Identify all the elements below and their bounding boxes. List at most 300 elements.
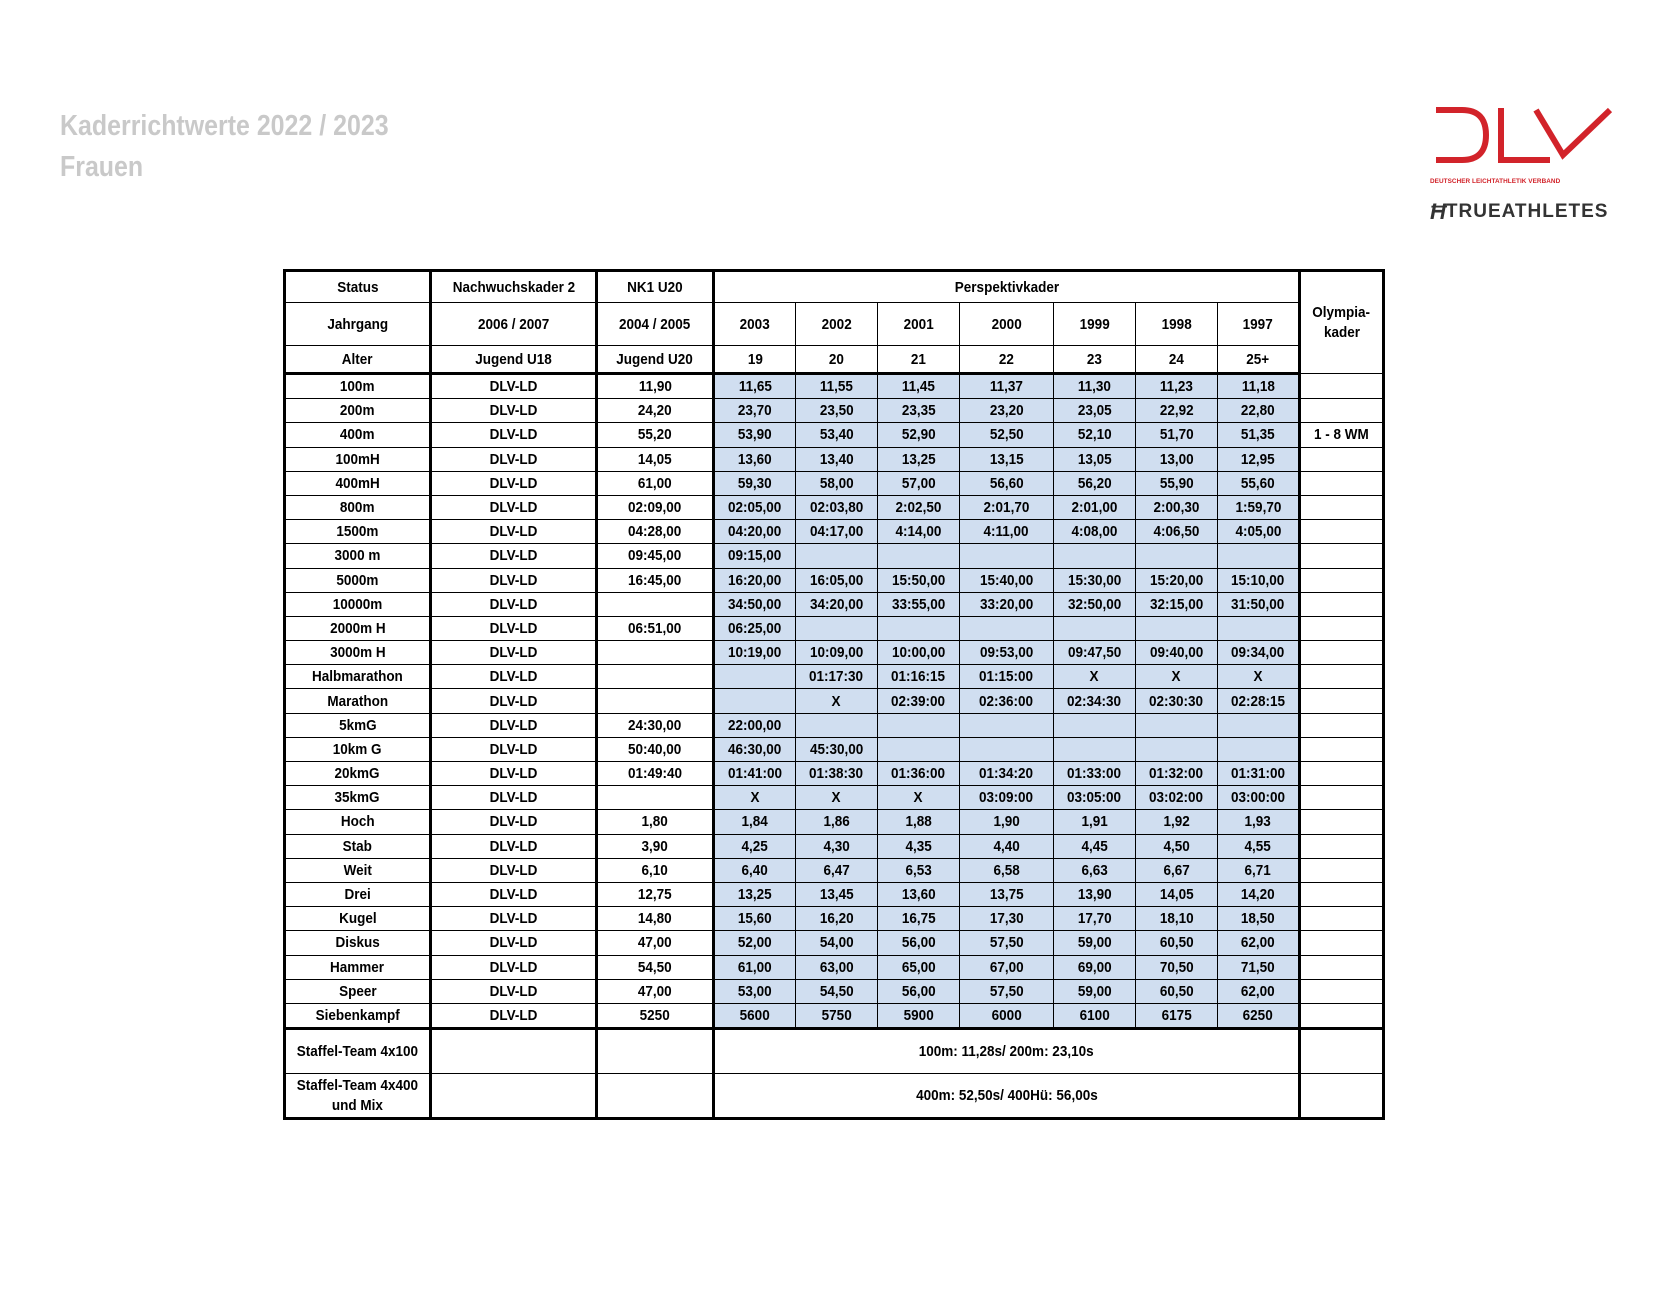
- perspektiv-value: 6,40: [714, 858, 796, 882]
- nachwuchskader-2-value: DLV-LD: [431, 374, 597, 399]
- perspektiv-value: 2:00,30: [1136, 495, 1218, 519]
- perspektiv-value: 15,60: [714, 907, 796, 931]
- nachwuchskader-2-value: DLV-LD: [431, 665, 597, 689]
- discipline-row: [285, 689, 1384, 713]
- perspektiv-value: X: [1218, 665, 1300, 689]
- perspektiv-value: 04:20,00: [714, 520, 796, 544]
- perspektiv-value: 6000: [960, 1003, 1054, 1028]
- nk1-u20-value: 06:51,00: [597, 616, 714, 640]
- discipline-name: 400m: [285, 423, 431, 447]
- perspektiv-value: 57,00: [878, 471, 960, 495]
- nachwuchskader-2-value: DLV-LD: [431, 447, 597, 471]
- perspektiv-value: X: [796, 689, 878, 713]
- olympia-value: [1300, 399, 1384, 423]
- perspektiv-value: 55,60: [1218, 471, 1300, 495]
- nk1-u20-value: 24,20: [597, 399, 714, 423]
- perspektiv-value: 01:41:00: [714, 762, 796, 786]
- perspektiv-value: 02:30:30: [1136, 689, 1218, 713]
- perspektiv-value: 4,40: [960, 834, 1054, 858]
- olympia-value: [1300, 810, 1384, 834]
- nachwuchskader-2-value: DLV-LD: [431, 1003, 597, 1028]
- page-title: [60, 106, 389, 188]
- perspektiv-value: 4:11,00: [960, 520, 1054, 544]
- perspektiv-value: 01:31:00: [1218, 762, 1300, 786]
- logo-partner: TRUEATHLETES: [1445, 201, 1609, 222]
- olympia-value: [1300, 689, 1384, 713]
- perspektiv-value: 2:01,70: [960, 495, 1054, 519]
- perspektiv-value: 13,15: [960, 447, 1054, 471]
- discipline-row: [285, 713, 1384, 737]
- discipline-row: [285, 592, 1384, 616]
- perspektiv-value: 67,00: [960, 955, 1054, 979]
- nachwuchskader-2-value: DLV-LD: [431, 882, 597, 906]
- olympia-value: [1300, 471, 1384, 495]
- perspektiv-value: 46:30,00: [714, 737, 796, 761]
- discipline-row: [285, 423, 1384, 447]
- discipline-name: Marathon: [285, 689, 431, 713]
- nachwuchskader-2-value: DLV-LD: [431, 713, 597, 737]
- perspektiv-value: 15:10,00: [1218, 568, 1300, 592]
- perspektiv-value: 53,40: [796, 423, 878, 447]
- jahrgang-year: 1999: [1054, 303, 1136, 346]
- perspektiv-value: X: [714, 786, 796, 810]
- perspektiv-value: 13,75: [960, 882, 1054, 906]
- perspektiv-value: 02:36:00: [960, 689, 1054, 713]
- perspektiv-value: [1218, 737, 1300, 761]
- perspektiv-value: 60,50: [1136, 931, 1218, 955]
- perspektiv-value: [1054, 616, 1136, 640]
- perspektiv-value: 11,45: [878, 374, 960, 399]
- perspektiv-value: [1218, 713, 1300, 737]
- discipline-row: [285, 810, 1384, 834]
- perspektiv-value: 11,65: [714, 374, 796, 399]
- nk1-u20-value: 1,80: [597, 810, 714, 834]
- perspektiv-value: 16,75: [878, 907, 960, 931]
- perspektiv-value: 23,20: [960, 399, 1054, 423]
- perspektiv-value: 22:00,00: [714, 713, 796, 737]
- nk1-u20-value: [597, 592, 714, 616]
- perspektiv-value: 15:50,00: [878, 568, 960, 592]
- jahrgang-label: Jahrgang: [285, 303, 431, 346]
- perspektiv-value: 71,50: [1218, 955, 1300, 979]
- discipline-name: Weit: [285, 858, 431, 882]
- jahrgang-year: 2002: [796, 303, 878, 346]
- discipline-name: Drei: [285, 882, 431, 906]
- staffel-nk1: [597, 1029, 714, 1074]
- perspektiv-value: 6,63: [1054, 858, 1136, 882]
- nachwuchskader-2-value: DLV-LD: [431, 810, 597, 834]
- perspektiv-value: [878, 616, 960, 640]
- nachwuchskader-2-value: DLV-LD: [431, 907, 597, 931]
- nk1-u20-value: 02:09,00: [597, 495, 714, 519]
- perspektiv-value: 22,92: [1136, 399, 1218, 423]
- status-label: Status: [285, 271, 431, 303]
- perspektiv-value: 59,00: [1054, 979, 1136, 1003]
- header-row-alter: [285, 346, 1384, 374]
- jahrgang-year: 2000: [960, 303, 1054, 346]
- nk1-u20-value: 09:45,00: [597, 544, 714, 568]
- discipline-row: [285, 495, 1384, 519]
- perspektiv-value: 22,80: [1218, 399, 1300, 423]
- staffel-label: Staffel-Team 4x100: [285, 1029, 431, 1074]
- perspektiv-value: 69,00: [1054, 955, 1136, 979]
- olympia-value: [1300, 907, 1384, 931]
- nachwuchskader-2-value: DLV-LD: [431, 762, 597, 786]
- perspektiv-value: 34:20,00: [796, 592, 878, 616]
- perspektiv-value: 1,93: [1218, 810, 1300, 834]
- staffel-nk1: [597, 1074, 714, 1119]
- staffel-row-4x100: [285, 1029, 1384, 1074]
- perspektiv-value: 16:05,00: [796, 568, 878, 592]
- olympia-value: [1300, 520, 1384, 544]
- jahrgang-year: 1997: [1218, 303, 1300, 346]
- perspektiv-value: 06:25,00: [714, 616, 796, 640]
- discipline-row: [285, 955, 1384, 979]
- discipline-name: Speer: [285, 979, 431, 1003]
- perspektiv-value: [1136, 737, 1218, 761]
- perspektiv-value: 16,20: [796, 907, 878, 931]
- discipline-name: 800m: [285, 495, 431, 519]
- discipline-row: [285, 641, 1384, 665]
- olympia-value: [1300, 858, 1384, 882]
- nk1-u20-value: 61,00: [597, 471, 714, 495]
- alter-age: 22: [960, 346, 1054, 374]
- perspektiv-value: 01:16:15: [878, 665, 960, 689]
- perspektiv-value: 02:03,80: [796, 495, 878, 519]
- perspektiv-value: 13,60: [714, 447, 796, 471]
- olympia-value: [1300, 641, 1384, 665]
- perspektiv-value: 14,20: [1218, 882, 1300, 906]
- discipline-row: [285, 544, 1384, 568]
- perspektiv-value: 54,50: [796, 979, 878, 1003]
- jahrgang-year: 2003: [714, 303, 796, 346]
- perspektiv-value: 1,88: [878, 810, 960, 834]
- perspektiv-value: 12,95: [1218, 447, 1300, 471]
- perspektiv-value: [1054, 544, 1136, 568]
- perspektiv-value: 09:53,00: [960, 641, 1054, 665]
- perspektiv-value: [1136, 544, 1218, 568]
- perspektiv-value: X: [796, 786, 878, 810]
- perspektiv-value: 02:28:15: [1218, 689, 1300, 713]
- perspektiv-value: 03:05:00: [1054, 786, 1136, 810]
- discipline-name: 3000m H: [285, 641, 431, 665]
- logo-subtitle: DEUTSCHER LEICHTATHLETIK VERBAND: [1430, 178, 1561, 185]
- header-olympiakader: Olympia- kader: [1300, 271, 1384, 374]
- perspektiv-value: 4,25: [714, 834, 796, 858]
- perspektiv-value: [1054, 713, 1136, 737]
- nachwuchskader-2-value: DLV-LD: [431, 423, 597, 447]
- perspektiv-value: 10:19,00: [714, 641, 796, 665]
- perspektiv-value: 57,50: [960, 931, 1054, 955]
- perspektiv-value: [960, 713, 1054, 737]
- staffel-label: Staffel-Team 4x400 und Mix: [285, 1074, 431, 1119]
- perspektiv-value: 56,60: [960, 471, 1054, 495]
- perspektiv-value: 02:34:30: [1054, 689, 1136, 713]
- perspektiv-value: 10:00,00: [878, 641, 960, 665]
- discipline-name: 5000m: [285, 568, 431, 592]
- discipline-row: [285, 665, 1384, 689]
- alter-age: 24: [1136, 346, 1218, 374]
- alter-age: 23: [1054, 346, 1136, 374]
- perspektiv-value: 01:32:00: [1136, 762, 1218, 786]
- trueathletes-mark-icon: Ħ: [1430, 199, 1446, 224]
- nk1-u20-value: 3,90: [597, 834, 714, 858]
- perspektiv-value: 4,35: [878, 834, 960, 858]
- olympia-value: [1300, 713, 1384, 737]
- perspektiv-value: [1136, 616, 1218, 640]
- perspektiv-value: 4,45: [1054, 834, 1136, 858]
- staffel-value: 400m: 52,50s/ 400Hü: 56,00s: [714, 1074, 1300, 1119]
- olympia-value: [1300, 931, 1384, 955]
- discipline-name: Diskus: [285, 931, 431, 955]
- perspektiv-value: 09:40,00: [1136, 641, 1218, 665]
- nachwuchskader-2-value: DLV-LD: [431, 568, 597, 592]
- perspektiv-value: 6,58: [960, 858, 1054, 882]
- perspektiv-value: 52,90: [878, 423, 960, 447]
- perspektiv-value: [878, 713, 960, 737]
- perspektiv-value: 5600: [714, 1003, 796, 1028]
- nachwuchskader-2-value: DLV-LD: [431, 641, 597, 665]
- olympia-value: [1300, 979, 1384, 1003]
- perspektiv-value: 09:34,00: [1218, 641, 1300, 665]
- perspektiv-value: 32:15,00: [1136, 592, 1218, 616]
- title-line-2: Frauen: [60, 151, 144, 183]
- discipline-row: [285, 737, 1384, 761]
- perspektiv-value: X: [1054, 665, 1136, 689]
- discipline-name: 2000m H: [285, 616, 431, 640]
- olympia-value: [1300, 882, 1384, 906]
- discipline-name: Stab: [285, 834, 431, 858]
- discipline-row: [285, 762, 1384, 786]
- perspektiv-value: 1,86: [796, 810, 878, 834]
- nk1-u20-value: 47,00: [597, 979, 714, 1003]
- discipline-row: [285, 786, 1384, 810]
- header-perspektivkader: Perspektivkader: [714, 271, 1300, 303]
- perspektiv-value: 57,50: [960, 979, 1054, 1003]
- staffel-nk2: [431, 1074, 597, 1119]
- discipline-name: Halbmarathon: [285, 665, 431, 689]
- perspektiv-value: 4:14,00: [878, 520, 960, 544]
- perspektiv-value: 23,05: [1054, 399, 1136, 423]
- nk1-u20-value: 55,20: [597, 423, 714, 447]
- olympia-value: [1300, 495, 1384, 519]
- perspektiv-value: 60,50: [1136, 979, 1218, 1003]
- perspektiv-value: 1:59,70: [1218, 495, 1300, 519]
- jahrgang-year: 1998: [1136, 303, 1218, 346]
- jahrgang-nk2: 2006 / 2007: [431, 303, 597, 346]
- discipline-name: 200m: [285, 399, 431, 423]
- discipline-row: [285, 568, 1384, 592]
- discipline-name: 35kmG: [285, 786, 431, 810]
- nk1-u20-value: [597, 689, 714, 713]
- perspektiv-value: 53,90: [714, 423, 796, 447]
- perspektiv-value: [714, 689, 796, 713]
- perspektiv-value: 11,55: [796, 374, 878, 399]
- nk1-u20-value: 47,00: [597, 931, 714, 955]
- perspektiv-value: 56,00: [878, 979, 960, 1003]
- discipline-row: [285, 834, 1384, 858]
- nk1-u20-value: 5250: [597, 1003, 714, 1028]
- perspektiv-value: 2:02,50: [878, 495, 960, 519]
- olympia-value: [1300, 834, 1384, 858]
- perspektiv-value: 6250: [1218, 1003, 1300, 1028]
- perspektiv-value: 1,91: [1054, 810, 1136, 834]
- perspektiv-value: 01:34:20: [960, 762, 1054, 786]
- perspektiv-value: 51,70: [1136, 423, 1218, 447]
- perspektiv-value: 13,90: [1054, 882, 1136, 906]
- perspektiv-value: 59,00: [1054, 931, 1136, 955]
- perspektiv-value: 6,71: [1218, 858, 1300, 882]
- nachwuchskader-2-value: DLV-LD: [431, 737, 597, 761]
- perspektiv-value: 15:30,00: [1054, 568, 1136, 592]
- perspektiv-value: 45:30,00: [796, 737, 878, 761]
- perspektiv-value: 5750: [796, 1003, 878, 1028]
- olympia-value: [1300, 568, 1384, 592]
- perspektiv-value: 11,18: [1218, 374, 1300, 399]
- perspektiv-value: 4,30: [796, 834, 878, 858]
- nk1-u20-value: 24:30,00: [597, 713, 714, 737]
- discipline-name: 20kmG: [285, 762, 431, 786]
- discipline-name: Siebenkampf: [285, 1003, 431, 1028]
- perspektiv-value: 70,50: [1136, 955, 1218, 979]
- nachwuchskader-2-value: DLV-LD: [431, 592, 597, 616]
- alter-age: 21: [878, 346, 960, 374]
- perspektiv-value: 15:40,00: [960, 568, 1054, 592]
- perspektiv-value: [796, 616, 878, 640]
- nk1-u20-value: 16:45,00: [597, 568, 714, 592]
- header-row-jahrgang: [285, 303, 1384, 346]
- perspektiv-value: X: [1136, 665, 1218, 689]
- perspektiv-value: 6,47: [796, 858, 878, 882]
- perspektiv-value: [796, 713, 878, 737]
- nachwuchskader-2-value: DLV-LD: [431, 786, 597, 810]
- olympia-value: [1300, 786, 1384, 810]
- nk1-u20-value: 11,90: [597, 374, 714, 399]
- perspektiv-value: 51,35: [1218, 423, 1300, 447]
- perspektiv-value: 62,00: [1218, 931, 1300, 955]
- perspektiv-value: X: [878, 786, 960, 810]
- perspektiv-value: [960, 616, 1054, 640]
- perspektiv-value: 09:15,00: [714, 544, 796, 568]
- perspektiv-value: 13,25: [878, 447, 960, 471]
- perspektiv-value: 61,00: [714, 955, 796, 979]
- olympia-value: [1300, 665, 1384, 689]
- discipline-row: [285, 447, 1384, 471]
- perspektiv-value: 32:50,00: [1054, 592, 1136, 616]
- nachwuchskader-2-value: DLV-LD: [431, 931, 597, 955]
- nachwuchskader-2-value: DLV-LD: [431, 979, 597, 1003]
- perspektiv-value: [878, 737, 960, 761]
- perspektiv-value: 23,50: [796, 399, 878, 423]
- olympia-value: [1300, 374, 1384, 399]
- discipline-name: 400mH: [285, 471, 431, 495]
- perspektiv-value: 63,00: [796, 955, 878, 979]
- discipline-row: [285, 520, 1384, 544]
- jahrgang-year: 2001: [878, 303, 960, 346]
- nk1-u20-value: 6,10: [597, 858, 714, 882]
- trueathletes-logo: [1430, 200, 1608, 224]
- perspektiv-value: [1136, 713, 1218, 737]
- perspektiv-value: 6,67: [1136, 858, 1218, 882]
- discipline-name: 100mH: [285, 447, 431, 471]
- nachwuchskader-2-value: DLV-LD: [431, 520, 597, 544]
- perspektiv-value: [960, 737, 1054, 761]
- nachwuchskader-2-value: DLV-LD: [431, 544, 597, 568]
- nachwuchskader-2-value: DLV-LD: [431, 616, 597, 640]
- perspektiv-value: 03:09:00: [960, 786, 1054, 810]
- perspektiv-value: 2:01,00: [1054, 495, 1136, 519]
- perspektiv-value: 09:47,50: [1054, 641, 1136, 665]
- header-nachwuchskader-2: Nachwuchskader 2: [431, 271, 597, 303]
- discipline-row: [285, 931, 1384, 955]
- perspektiv-value: 17,30: [960, 907, 1054, 931]
- perspektiv-value: 5900: [878, 1003, 960, 1028]
- nachwuchskader-2-value: DLV-LD: [431, 399, 597, 423]
- discipline-row: [285, 882, 1384, 906]
- discipline-row: [285, 979, 1384, 1003]
- alter-nk2: Jugend U18: [431, 346, 597, 374]
- olympia-value: 1 - 8 WM: [1300, 423, 1384, 447]
- perspektiv-value: 11,30: [1054, 374, 1136, 399]
- nk1-u20-value: [597, 665, 714, 689]
- perspektiv-value: 54,00: [796, 931, 878, 955]
- perspektiv-value: 23,70: [714, 399, 796, 423]
- perspektiv-value: 13,60: [878, 882, 960, 906]
- discipline-name: Hammer: [285, 955, 431, 979]
- olympia-value: [1300, 737, 1384, 761]
- perspektiv-value: 02:05,00: [714, 495, 796, 519]
- perspektiv-value: 6,53: [878, 858, 960, 882]
- header-row-status: [285, 271, 1384, 303]
- nk1-u20-value: 54,50: [597, 955, 714, 979]
- staffel-olympia: [1300, 1029, 1384, 1074]
- perspektiv-value: 65,00: [878, 955, 960, 979]
- perspektiv-value: 13,05: [1054, 447, 1136, 471]
- nachwuchskader-2-value: DLV-LD: [431, 858, 597, 882]
- perspektiv-value: 18,50: [1218, 907, 1300, 931]
- discipline-row: [285, 374, 1384, 399]
- perspektiv-value: 4:06,50: [1136, 520, 1218, 544]
- olympia-value: [1300, 1003, 1384, 1028]
- perspektiv-value: 03:02:00: [1136, 786, 1218, 810]
- perspektiv-value: [960, 544, 1054, 568]
- title-line-1: Kaderrichtwerte 2022 / 2023: [60, 110, 389, 142]
- nk1-u20-value: 14,80: [597, 907, 714, 931]
- perspektiv-value: 52,00: [714, 931, 796, 955]
- header-nk1-u20: NK1 U20: [597, 271, 714, 303]
- perspektiv-value: 14,05: [1136, 882, 1218, 906]
- jahrgang-nk1: 2004 / 2005: [597, 303, 714, 346]
- alter-label: Alter: [285, 346, 431, 374]
- discipline-name: 5kmG: [285, 713, 431, 737]
- alter-age: 19: [714, 346, 796, 374]
- perspektiv-value: 53,00: [714, 979, 796, 1003]
- alter-age: 20: [796, 346, 878, 374]
- perspektiv-value: 55,90: [1136, 471, 1218, 495]
- perspektiv-value: 62,00: [1218, 979, 1300, 1003]
- discipline-name: Kugel: [285, 907, 431, 931]
- perspektiv-value: 01:17:30: [796, 665, 878, 689]
- perspektiv-value: 16:20,00: [714, 568, 796, 592]
- staffel-nk2: [431, 1029, 597, 1074]
- discipline-row: [285, 399, 1384, 423]
- staffel-olympia: [1300, 1074, 1384, 1119]
- nk1-u20-value: [597, 786, 714, 810]
- nk1-u20-value: [597, 641, 714, 665]
- perspektiv-value: 4,50: [1136, 834, 1218, 858]
- perspektiv-value: 4:05,00: [1218, 520, 1300, 544]
- nachwuchskader-2-value: DLV-LD: [431, 955, 597, 979]
